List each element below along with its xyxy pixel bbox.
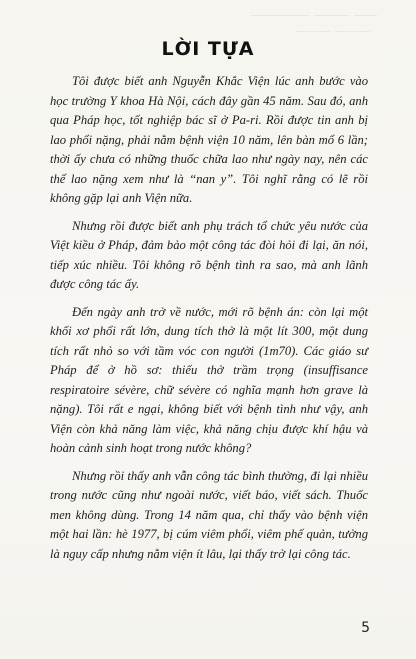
bleed-through-text: ——— ——— [295,24,371,38]
paragraph: Tôi được biết anh Nguyễn Khắc Viện lúc anh bước vào học trường Y khoa Hà Nội, cách đây gần 45 năm. Sau đó, anh qua Pháp học, tốt nghiệp bác sĩ ở Pa-ri. Rồi được tin anh bị lao phổi nặng, phải nằm bệnh viện 10 năm, lên bàn mổ 6 lần; thời ấy chưa có những thuốc chữa lao như ngày nay, nên các thể lao nặng xem như là “nan y”. Tôi nghĩ rằng có lẽ rồi không gặp lại anh Viện nữa. [50,74,368,205]
page-title: LỜI TỰA [161,38,255,60]
paragraph: Đến ngày anh trở về nước, mới rõ bệnh án: còn lại một khối xơ phổi rất lớn, dung tích thở là một lít 300, một dung tích rất nhỏ so với tầm vóc con người (1m70). Các giáo sư Pháp để ở hồ sơ: thiếu thở trầm trọng (insuffisance respiratoire sévère, chữ sévère có nghĩa mạnh hơn grave là nặng). Tôi rất e ngại, không biết với bệnh tình như vậy, anh Viện còn khả năng làm việc, khả năng chịu được khí hậu và hoàn cảnh sinh hoạt trong nước không? [50,304,368,455]
bleed-through-text: ————— ——— —— [250,8,378,22]
preface-body [50,72,368,572]
page-number: 5 [361,620,370,636]
paragraph: Nhưng rồi được biết anh phụ trách tổ chức yêu nước của Việt kiều ở Pháp, đảm bảo một công tác đòi hỏi đi lại, ăn nói, tiếp xúc nhiều. Tôi không rõ bệnh tình ra sao, mà anh lãnh được công tác ấy. [50,218,368,291]
paragraph: Nhưng rồi thấy anh vẫn công tác bình thường, đi lại nhiều trong nước cũng như ngoài nước, viết báo, viết sách. Thuốc men không dùng. Trong 14 năm qua, chỉ thấy vào bệnh viện một hai lần: hè 1977, bị cúm viêm phổi, viêm phế quản, tưởng là nguy cấp nhưng nằm viện ít lâu, lại thấy trở lại công tác. [50,468,368,561]
